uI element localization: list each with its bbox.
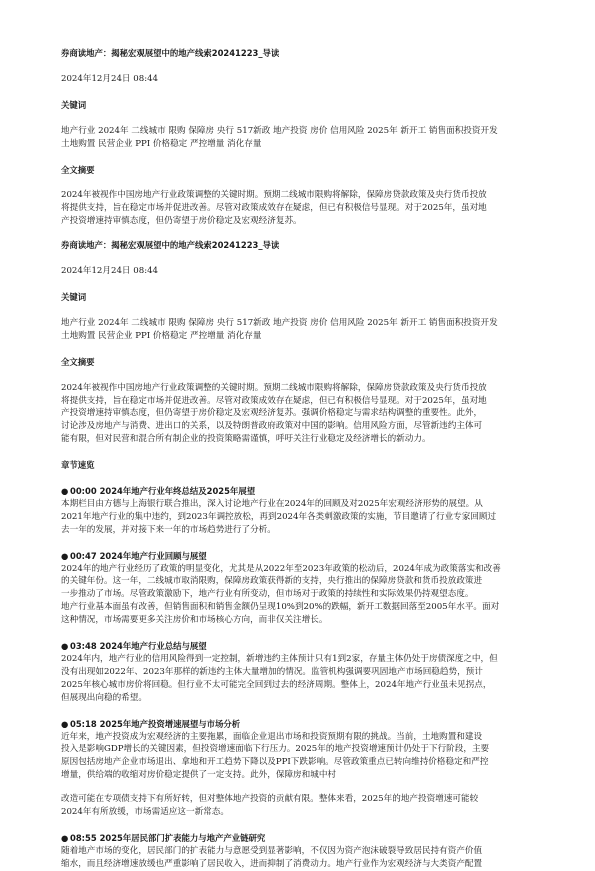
bullet-icon: ●: [61, 718, 69, 729]
chapter-title-text: 05:18 2025年地产投资增速展望与市场分析: [70, 718, 241, 729]
summary-paragraph: [61, 382, 543, 447]
bullet-icon: ●: [61, 832, 69, 843]
chapter-title-text: 00:00 2024年地产行业年终总结及2025年展望: [70, 486, 256, 497]
chapter-line: 但展现出向稳的希望。: [61, 692, 147, 703]
summary-line: 将提供支持，旨在稳定市场并促进改善。尽管对政策成效存在疑虑，但已有积极信号显现。对于2025年，虽对地: [61, 203, 487, 214]
keywords-line: 地产行业 2024年 二线城市 限购 保障房 央行 517新政 地产投资 房价 信用风险 2025年 新开工 销售面积投资开发: [61, 317, 498, 328]
chapter-line: 改造可能在专项债支持下有所好转，但对整体地产投资的贡献有限。整体来看，2025年的地产投资增速可能较: [61, 794, 479, 805]
summary-line: 2024年被视作中国房地产行业政策调整的关键时期。预期二线城市限购将解除，保障房贷款政策及央行货币投放: [61, 190, 487, 201]
chapter-line: 本期栏目由方德与上海银行联合推出，深入讨论地产行业在2024年的回顾及对2025年宏观经济形势的展望。从: [61, 498, 483, 509]
summary-line: 能有限，但对民营和混合所有制企业的投资策略需谨慎，呼吁关注行业稳定及经济增长的新动力。: [61, 434, 431, 445]
chapter-line: 没有出现如2022年、2023年那样的新违约主体大量增加的情况。监管机构强调要巩固地产市场回稳趋势，预计: [61, 666, 483, 677]
summary-paragraph: [61, 189, 543, 228]
document-date: 2024年12月24日 08:44: [61, 266, 159, 277]
chapter-line: 缩水，而且经济增速放缓也严重影响了居民收入，进而抑制了消费动力。地产行业作为宏观经济与大类资产配置: [61, 858, 483, 869]
chapter-section: [61, 718, 543, 819]
chapter-line: 随着地产市场的变化，居民部门的扩表能力与意愿受到显著影响，不仅因为资产泡沫破裂导致居民持有资产价值: [61, 845, 483, 856]
bullet-icon: ●: [61, 486, 69, 497]
chapter-line: 原因包括房地产企业市场退出、拿地和开工趋势下降以及PPI下跌影响。尽管政策重点已转向维持价格稳定和严控: [61, 757, 489, 768]
chapter-section: [61, 832, 543, 871]
summary-line: 产投资增速持审慎态度，但仍寄望于房价稳定及宏观经济复苏。: [61, 216, 302, 227]
chapters-heading: 章节速览: [61, 460, 95, 471]
chapter-line: 近年来，地产投资成为宏观经济的主要拖累，面临企业退出市场和投资预期有限的挑战。当前，土地购置和建设: [61, 731, 483, 742]
keywords-line: 地产行业 2024年 二线城市 限购 保障房 央行 517新政 地产投资 房价 信用风险 2025年 新开工 销售面积投资开发: [61, 125, 498, 136]
document-page: [61, 47, 543, 871]
chapter-title-text: 00:47 2024年地产行业回顾与展望: [70, 550, 207, 561]
keywords-heading: 关键词: [61, 291, 87, 302]
chapter-line: 2024年内，地产行业的信用风险得到一定控制，新增违约主体预计只有1到2家，存量主体仍处于房债深度之中，但: [61, 654, 498, 664]
chapter-line: 投入是影响GDP增长的关键因素，但投资增速面临下行压力。2025年的地产投资增速预计仍处于下行阶段，主要: [61, 744, 490, 755]
chapter-line: 2024年的地产行业经历了政策的明显变化，尤其是从2022年至2023年政策的松动后，2024年成为政策落实和改善: [61, 563, 501, 574]
chapter-line: 一步推动了市场。尽管政策激励下，地产行业有所变动，但市场对于政策的持续性和实际效果仍持观望态度。: [61, 589, 474, 600]
summary-line: 2024年被视作中国房地产行业政策调整的关键时期。预期二线城市限购将解除，保障房贷款政策及央行货币投放: [61, 382, 487, 393]
chapter-line: 增量，供给端的收缩对房价稳定提供了一定支持。此外，保障房和城中村: [61, 770, 337, 781]
chapter-line: 2025年核心城市房价将回稳。但行业不太可能完全回到过去的经济周期。整体上，2024年地产行业虽未见拐点，: [61, 679, 492, 690]
keywords-line: 土地购置 民营企业 PPI 价格稳定 严控增量 消化存量: [61, 138, 262, 149]
chapter-title: [61, 832, 543, 845]
bullet-icon: ●: [61, 641, 69, 652]
keywords-heading: 关键词: [61, 99, 87, 110]
summary-line: 讨论涉及房地产与消费、进出口的关系，以及特朗普政府政策对中国的影响。信用风险方面，尽管新违约主体可: [61, 421, 483, 432]
chapter-line: 这种情况，市场需要更多关注房价和市场核心方向，而非仅关注增长。: [61, 615, 328, 626]
chapter-line: 的关键年份。这一年，二线城市取消限购，保障房政策获得新的支持，央行推出的保障房贷款和货币投放政策进: [61, 576, 483, 587]
summary-line: 产投资增速持审慎态度，但仍寄望于房价稳定及宏观经济复苏。强调价格稳定与需求结构调整的重要性。此外，: [61, 408, 483, 419]
keywords-line: 土地购置 民营企业 PPI 价格稳定 严控增量 消化存量: [61, 330, 262, 341]
summary-heading: 全文摘要: [61, 356, 95, 367]
document-date: 2024年12月24日 08:44: [61, 73, 159, 84]
chapter-title: [61, 718, 543, 731]
chapter-line: 2024年有所放缓，市场需适应这一新常态。: [61, 807, 229, 818]
chapter-section: [61, 485, 543, 537]
chapter-title: [61, 485, 543, 498]
chapter-title: [61, 550, 543, 563]
document-title: 券商读地产：揭秘宏观展望中的地产线索20241223_导读: [61, 240, 280, 251]
document-title: 券商读地产：揭秘宏观展望中的地产线索20241223_导读: [61, 48, 280, 58]
chapter-line: 2021年地产行业的集中违约，到2023年调控放松，再到2024年各类刺激政策的实施，节目邀请了行业专家回顾过: [61, 511, 497, 522]
chapter-title: [61, 640, 543, 653]
chapter-title-text: 03:48 2024年地产行业总结与展望: [70, 641, 207, 652]
chapter-section: [61, 640, 543, 705]
chapter-line: 去一年的发展，并对接下来一年的市场趋势进行了分析。: [61, 524, 276, 535]
chapter-title-text: 08:55 2025年居民部门扩表能力与地产产业链研究: [70, 832, 266, 843]
chapter-section: [61, 550, 543, 627]
summary-line: 将提供支持，旨在稳定市场并促进改善。尽管对政策成效存在疑虑，但已有积极信号显现。对于2025年，虽对地: [61, 395, 487, 406]
summary-heading: 全文摘要: [61, 164, 95, 175]
bullet-icon: ●: [61, 550, 69, 561]
chapter-line: 地产行业基本面虽有改善，但销售面积和销售金额仍呈现10%到20%的跌幅，新开工数据回落至2005年水平。面对: [61, 602, 500, 613]
